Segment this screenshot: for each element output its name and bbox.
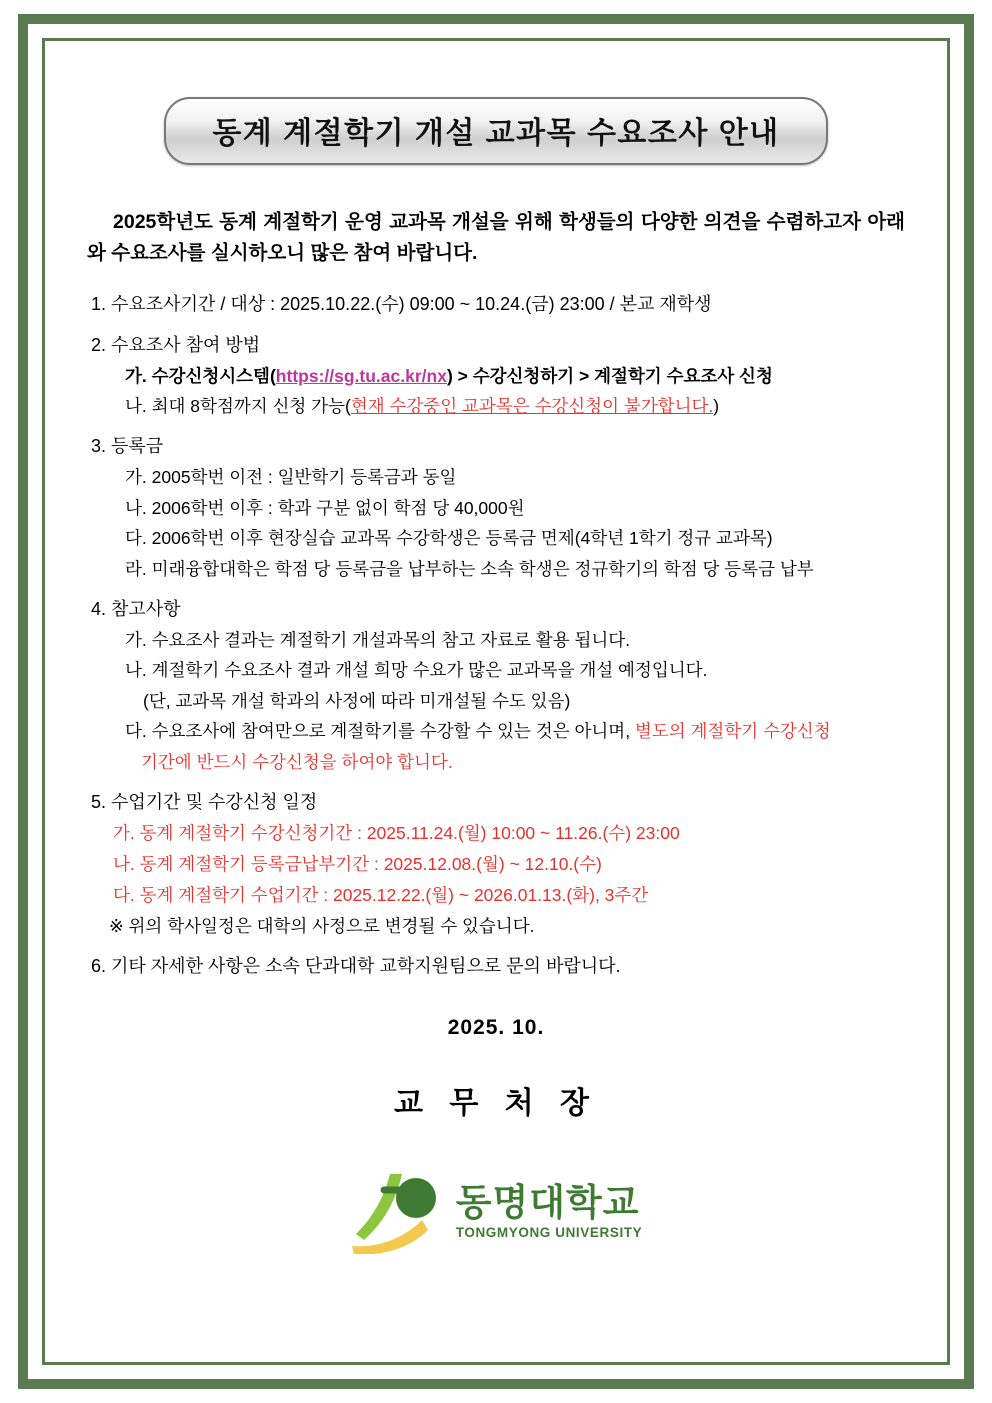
- list-item-4: [79, 594, 913, 777]
- item-2-sub-b-pre: 나. 최대 8학점까지 신청 가능(: [125, 395, 351, 416]
- list-item-3: [79, 431, 913, 584]
- intro-text: 2025학년도 동계 계절학기 운영 교과목 개설을 위해 학생들의 다양한 의견을 수렴하고자 아래와 수요조사를 실시하오니 많은 참여 바랍니다.: [87, 211, 905, 264]
- title-plaque: [164, 97, 827, 165]
- signer-title: 교 무 처 장: [394, 1087, 598, 1121]
- item-3-sub-c: 다. 2006학번 이후 현장실습 교과목 수강학생은 등록금 면제(4학년 1학기 정규 교과목): [125, 528, 773, 549]
- item-4-sub-c: [79, 716, 913, 746]
- item-4-sub-c-red1: 별도의 계절학기 수강신청: [634, 721, 831, 742]
- item-4-sub-c-pre: 다. 수요조사에 참여만으로 계절학기를 수강할 수 있는 것은 아니며,: [125, 721, 635, 742]
- item-4-sub-c-red2: 기간에 반드시 수강신청을 하여야 합니다.: [141, 751, 453, 772]
- item-6-line: 6. 기타 자세한 사항은 소속 단과대학 교학지원팀으로 문의 바랍니다.: [91, 956, 621, 977]
- logo-text: [455, 1181, 643, 1240]
- logo-mark-icon: [350, 1168, 446, 1254]
- item-3-sub-a: 가. 2005학번 이전 : 일반학기 등록금과 동일: [125, 467, 457, 488]
- list-item-2: [79, 330, 913, 422]
- item-2-line: 2. 수요조사 참여 방법: [91, 334, 261, 355]
- item-2-sub-b: [79, 391, 913, 421]
- item-5-line: 5. 수업기간 및 수강신청 일정: [91, 792, 318, 813]
- item-5-sub-c: 다. 동계 계절학기 수업기간 : 2025.12.22.(월) ~ 2026.01.13.(화), 3주간: [113, 884, 649, 905]
- page-title: 동계 계절학기 개설 교과목 수요조사 안내: [212, 117, 780, 150]
- list-item-6: [79, 951, 913, 982]
- page-border-outer: [18, 14, 974, 1389]
- list-item-5: [79, 787, 913, 941]
- university-logo: [79, 1168, 913, 1254]
- item-3-line: 3. 등록금: [91, 436, 164, 457]
- notice-body: [79, 289, 913, 983]
- course-registration-link[interactable]: https://sg.tu.ac.kr/nx: [275, 365, 447, 386]
- list-item-1: [79, 289, 913, 320]
- item-4-sub-b-note: (단, 교과목 개설 학과의 사정에 따라 미개설될 수도 있음): [143, 690, 571, 711]
- item-5-sub-a: 가. 동계 계절학기 수강신청기간 : 2025.11.24.(월) 10:00 ~ 11.26.(수) 23:00: [113, 823, 680, 844]
- item-3-sub-b: 나. 2006학번 이후 : 학과 구분 없이 학점 당 40,000원: [125, 497, 525, 518]
- item-1-line: 1. 수요조사기간 / 대상 : 2025.10.22.(수) 09:00 ~ 10.24.(금) 23:00 / 본교 재학생: [91, 293, 712, 314]
- logo-name-en: TONGMYONG UNIVERSITY: [455, 1224, 643, 1240]
- item-2-sub-b-warning: 현재 수강중인 교과목은 수강신청이 불가합니다.: [350, 395, 714, 416]
- item-5-note: ※ 위의 학사일정은 대학의 사정으로 변경될 수 있습니다.: [109, 915, 535, 936]
- item-2-sub-a: [79, 361, 913, 391]
- intro-paragraph: [87, 207, 905, 269]
- item-2-sub-b-post: ): [713, 395, 720, 416]
- title-banner: [79, 97, 913, 165]
- issue-date: 2025. 10.: [447, 1016, 545, 1040]
- document-content: [45, 41, 947, 1362]
- page-border-inner: [42, 38, 950, 1365]
- item-5-sub-b: 나. 동계 계절학기 등록금납부기간 : 2025.12.08.(월) ~ 12.10.(수): [113, 853, 602, 874]
- item-4-sub-b: 나. 계절학기 수요조사 결과 개설 희망 수요가 많은 교과목을 개설 예정입니다.: [125, 660, 708, 681]
- item-3-sub-d: 라. 미래융합대학은 학점 당 등록금을 납부하는 소속 학생은 정규학기의 학점 당 등록금 납부: [125, 558, 814, 579]
- logo-name-ko: 동명대학교: [455, 1181, 640, 1223]
- item-2-sub-a-pre: 가. 수강신청시스템(: [125, 365, 276, 386]
- item-4-line: 4. 참고사항: [91, 599, 181, 620]
- item-4-sub-a: 가. 수요조사 결과는 계절학기 개설과목의 참고 자료로 활용 됩니다.: [125, 630, 631, 651]
- item-2-sub-a-post: ) > 수강신청하기 > 계절학기 수요조사 신청: [446, 365, 773, 386]
